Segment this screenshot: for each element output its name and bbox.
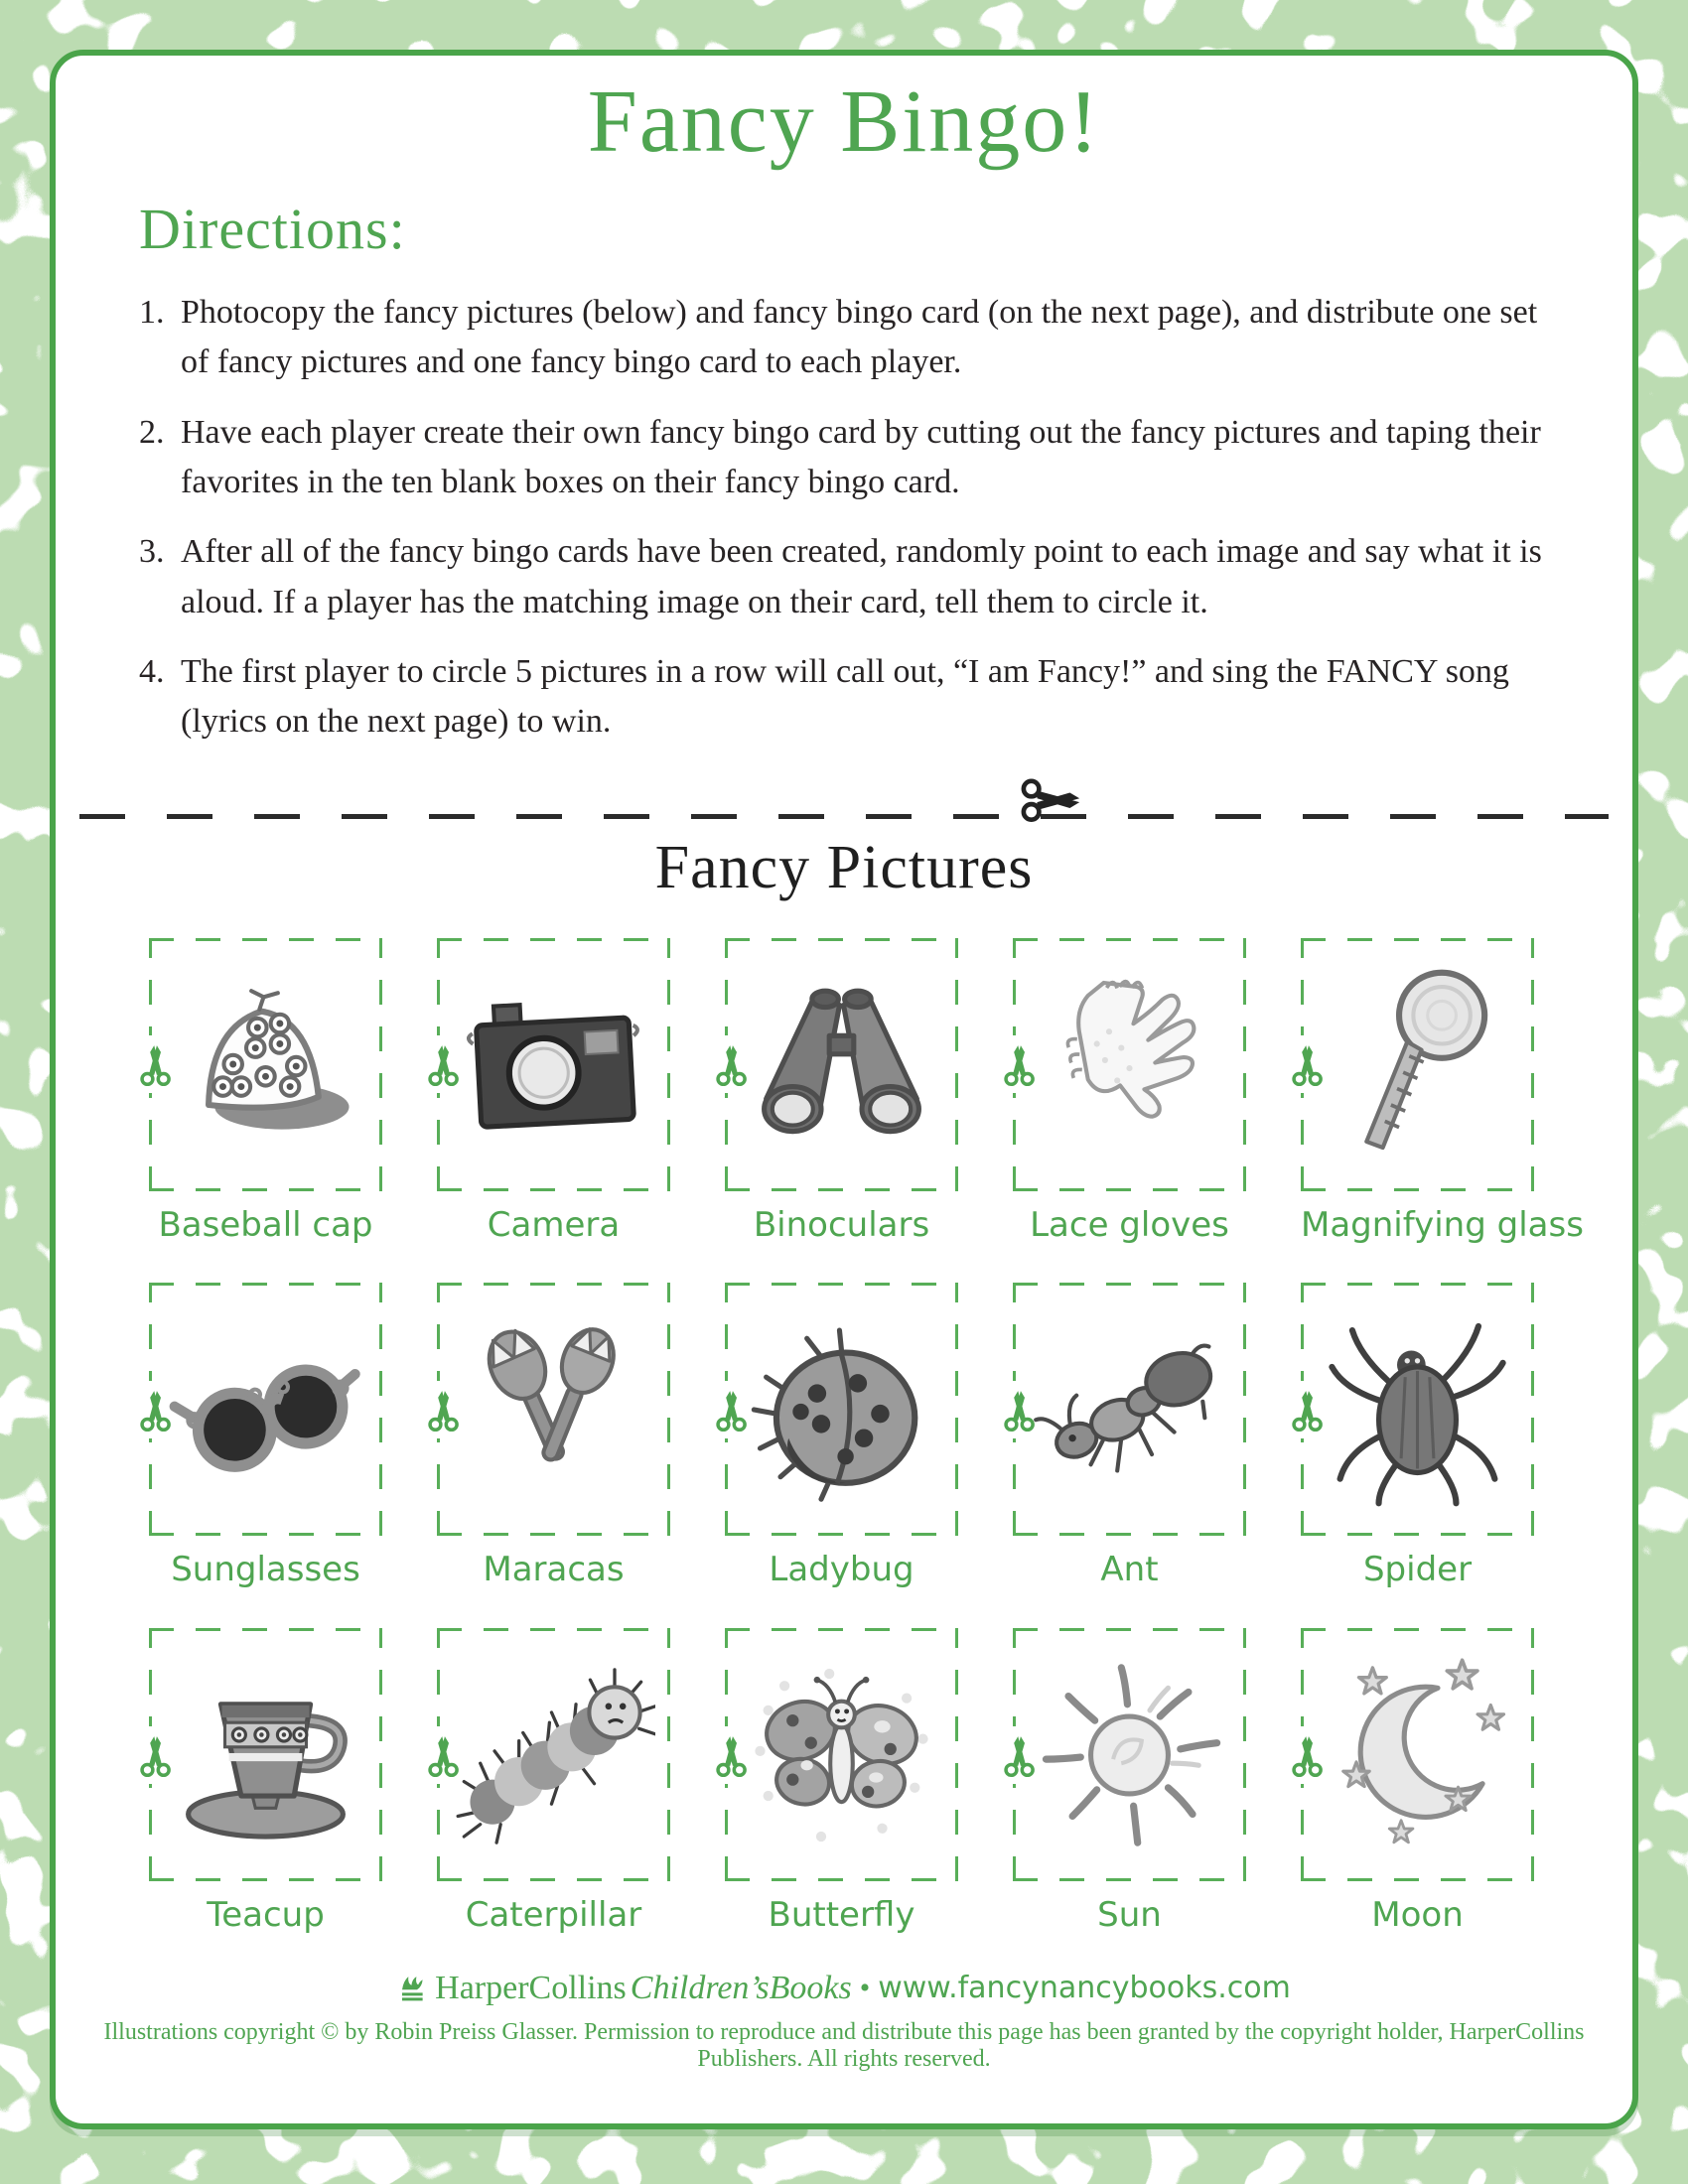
picture-label: Magnifying glass [1301,1204,1584,1245]
picture-label: Teacup [207,1895,325,1936]
publisher-name: HarperCollins [435,1969,627,2006]
harpercollins-logo-icon [397,1974,427,2003]
scissors-icon [1290,1041,1326,1087]
binoculars-illustration [740,956,943,1172]
page-title: Fancy Bingo! [587,72,1101,171]
direction-item: Photocopy the fancy pictures (below) and fancy bingo card (on the next page), and distribute one set of fancy pictures and one fancy bingo card to each player. [181,294,1538,381]
picture-label: Sun [1097,1895,1162,1936]
direction-item: After all of the fancy bingo cards have been created, randomly point to each image and say what it is aloud. If a player has the matching image on their card, tell them to circle it. [181,533,1542,620]
scissors-icon [426,1387,462,1433]
picture-cell [437,1283,670,1590]
picture-label: Camera [487,1204,621,1245]
picture-cell [437,938,670,1246]
cut-out-box [437,1628,670,1881]
pictures-heading: Fancy Pictures [654,833,1034,901]
direction-item: The first player to circle 5 pictures in a row will call out, “I am Fancy!” and sing the FANCY song (lyrics on the next page) to win. [181,652,1509,741]
cut-out-box [1301,1628,1534,1881]
caterpillar-illustration [452,1647,655,1863]
sunglasses-illustration [164,1301,367,1518]
scissors-icon [426,1041,462,1087]
picture-cell [725,938,958,1246]
scissors-icon [714,1387,750,1433]
maracas-illustration [452,1301,655,1518]
scissors-icon [1002,1387,1038,1433]
picture-label: Baseball cap [158,1204,373,1245]
pictures-grid [149,938,1632,1936]
picture-cell [149,1283,382,1590]
cut-out-box [1013,938,1246,1191]
cut-out-box [1301,1283,1534,1536]
picture-cell [725,1628,958,1936]
directions-heading: Directions: [139,197,406,261]
baseball-cap-illustration [164,956,367,1172]
scissors-icon [1290,1732,1326,1778]
imprint-name: Children’sBooks [630,1969,852,2006]
cut-out-box [437,938,670,1191]
cut-out-box [1013,1283,1246,1536]
cut-out-box [725,1628,958,1881]
scissors-icon [1020,775,1085,827]
lace-gloves-illustration [1028,956,1231,1172]
picture-label: Maracas [483,1550,625,1590]
ant-illustration [1028,1301,1231,1518]
picture-label: Sunglasses [171,1550,360,1590]
cut-out-box [149,938,382,1191]
picture-cell [1301,938,1584,1246]
sun-illustration [1028,1647,1231,1863]
footer [56,1970,1632,2007]
picture-cell [437,1628,670,1936]
picture-cell [149,938,382,1246]
spider-illustration [1316,1301,1519,1518]
footer-separator: • [859,1971,871,2004]
magnifying-glass-illustration [1316,956,1519,1172]
scissors-icon [1002,1041,1038,1087]
picture-label: Butterfly [768,1895,915,1936]
picture-cell [725,1283,958,1590]
moon-illustration [1316,1647,1519,1863]
picture-cell [1013,1283,1246,1590]
scissors-icon [714,1041,750,1087]
picture-label: Ladybug [769,1550,914,1590]
scissors-icon [1290,1387,1326,1433]
scissors-icon [1002,1732,1038,1778]
picture-cell [1013,1628,1246,1936]
picture-cell [1301,1283,1534,1590]
picture-label: Binoculars [753,1204,930,1245]
picture-label: Lace gloves [1030,1204,1229,1245]
website-url: www.fancynancybooks.com [878,1971,1291,2006]
cut-out-box [725,938,958,1191]
picture-cell [1301,1628,1534,1936]
scissors-icon [426,1732,462,1778]
cut-out-box [149,1283,382,1536]
scissors-icon [138,1732,174,1778]
directions-list [139,288,1551,748]
direction-item: Have each player create their own fancy bingo card by cutting out the fancy pictures and taping their favorites in the ten blank boxes on their fancy bingo card. [181,413,1541,500]
cut-out-box [1013,1628,1246,1881]
scissors-icon [138,1387,174,1433]
copyright-line: Illustrations copyright © by Robin Preiss Glasser. Permission to reproduce and distribute this page has been granted by the copyright holder, HarperCollins Publishers. All rights reserved. [103,2018,1585,2072]
scissors-icon [138,1041,174,1087]
teacup-illustration [164,1647,367,1863]
picture-label: Ant [1100,1550,1159,1590]
picture-label: Moon [1371,1895,1464,1936]
camera-illustration [452,956,655,1172]
butterfly-illustration [740,1647,943,1863]
dashed-cut-line [79,814,1609,819]
cut-out-box [725,1283,958,1536]
content-card [50,50,1638,2129]
ladybug-illustration [740,1301,943,1518]
scissors-icon [714,1732,750,1778]
cut-out-box [149,1628,382,1881]
picture-label: Spider [1362,1550,1473,1590]
cut-line [79,771,1609,819]
picture-cell [1013,938,1246,1246]
cut-out-box [1301,938,1534,1191]
picture-cell [149,1628,382,1936]
cut-out-box [437,1283,670,1536]
picture-label: Caterpillar [465,1895,642,1936]
